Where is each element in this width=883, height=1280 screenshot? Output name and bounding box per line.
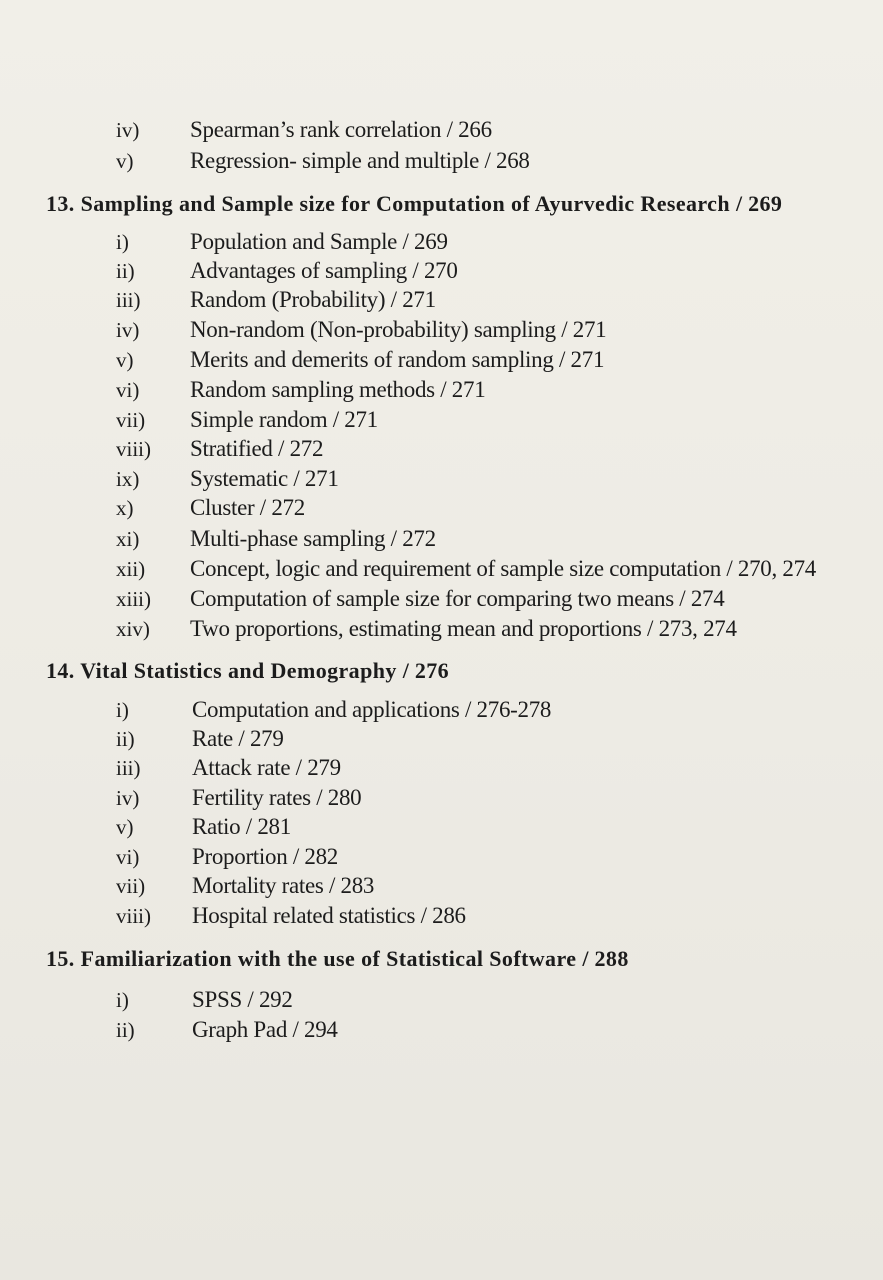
item-text: Regression- simple and multiple / 268 bbox=[190, 148, 530, 173]
item-text: Random sampling methods / 271 bbox=[190, 377, 486, 402]
item-text: Attack rate / 279 bbox=[192, 755, 341, 780]
page-separator: / bbox=[402, 658, 409, 683]
item-number: xii) bbox=[116, 557, 146, 581]
item-number: ii) bbox=[116, 1018, 135, 1042]
section-page: 276 bbox=[414, 658, 450, 683]
item-text: Fertility rates / 280 bbox=[192, 785, 362, 810]
item-text: Spearman’s rank correlation / 266 bbox=[190, 117, 492, 142]
item-number: v) bbox=[116, 149, 134, 173]
item-number: viii) bbox=[116, 437, 151, 461]
item-text: Advantages of sampling / 270 bbox=[190, 258, 458, 283]
item-number: i) bbox=[116, 988, 129, 1012]
item-number: ii) bbox=[116, 259, 135, 283]
section-title: Sampling and Sample size for Computation of Ayurvedic Research bbox=[80, 191, 730, 216]
item-text: Stratified / 272 bbox=[190, 436, 324, 461]
section-number: 13. bbox=[46, 191, 81, 216]
item-text: Computation of sample size for comparing two means / 274 bbox=[190, 586, 725, 611]
section-heading bbox=[46, 943, 629, 975]
item-text: Merits and demerits of random sampling / 271 bbox=[190, 347, 605, 372]
item-number: vi) bbox=[116, 845, 140, 869]
section-heading bbox=[46, 188, 782, 220]
item-number: ii) bbox=[116, 727, 135, 751]
item-number: vii) bbox=[116, 408, 146, 432]
item-text: Computation and applications / 276-278 bbox=[192, 697, 552, 722]
section-title: Familiarization with the use of Statistical Software bbox=[80, 946, 577, 971]
section-page: 288 bbox=[594, 946, 629, 971]
item-number: v) bbox=[116, 348, 134, 372]
item-text: Mortality rates / 283 bbox=[192, 873, 375, 898]
page-separator: / bbox=[735, 191, 743, 216]
item-text: Random (Probability) / 271 bbox=[190, 287, 436, 312]
page-separator: / bbox=[582, 946, 589, 971]
item-number: viii) bbox=[116, 904, 151, 928]
item-text: Population and Sample / 269 bbox=[190, 229, 448, 254]
section-number: 14. bbox=[46, 658, 81, 683]
item-number: vi) bbox=[116, 378, 140, 402]
section-page: 269 bbox=[748, 191, 783, 216]
item-text: Rate / 279 bbox=[192, 726, 284, 751]
item-text: Proportion / 282 bbox=[192, 844, 338, 869]
item-number: xiii) bbox=[116, 587, 151, 611]
section-number: 15. bbox=[46, 946, 81, 971]
item-text: Two proportions, estimating mean and proportions / 273, 274 bbox=[190, 616, 737, 641]
item-number: i) bbox=[116, 698, 129, 722]
item-number: iv) bbox=[116, 318, 140, 342]
item-text: Multi-phase sampling / 272 bbox=[190, 526, 436, 551]
item-text: SPSS / 292 bbox=[192, 987, 293, 1012]
item-number: iv) bbox=[116, 118, 140, 142]
item-text: Systematic / 271 bbox=[190, 466, 339, 491]
item-number: x) bbox=[116, 496, 134, 520]
item-number: xi) bbox=[116, 527, 140, 551]
item-number: ix) bbox=[116, 467, 140, 491]
item-text: Cluster / 272 bbox=[190, 495, 305, 520]
item-text: Concept, logic and requirement of sample size computation / 270, 274 bbox=[190, 556, 816, 581]
item-number: iv) bbox=[116, 786, 140, 810]
section-title: Vital Statistics and Demography bbox=[80, 658, 397, 683]
section-heading bbox=[46, 655, 449, 687]
item-text: Simple random / 271 bbox=[190, 407, 378, 432]
item-text: Hospital related statistics / 286 bbox=[192, 903, 466, 928]
item-number: i) bbox=[116, 230, 129, 254]
item-number: iii) bbox=[116, 756, 141, 780]
item-text: Ratio / 281 bbox=[192, 814, 291, 839]
item-text: Graph Pad / 294 bbox=[192, 1017, 338, 1042]
item-number: iii) bbox=[116, 288, 141, 312]
item-number: v) bbox=[116, 815, 134, 839]
item-number: vii) bbox=[116, 874, 146, 898]
item-number: xiv) bbox=[116, 617, 150, 641]
item-text: Non-random (Non-probability) sampling / 271 bbox=[190, 317, 607, 342]
